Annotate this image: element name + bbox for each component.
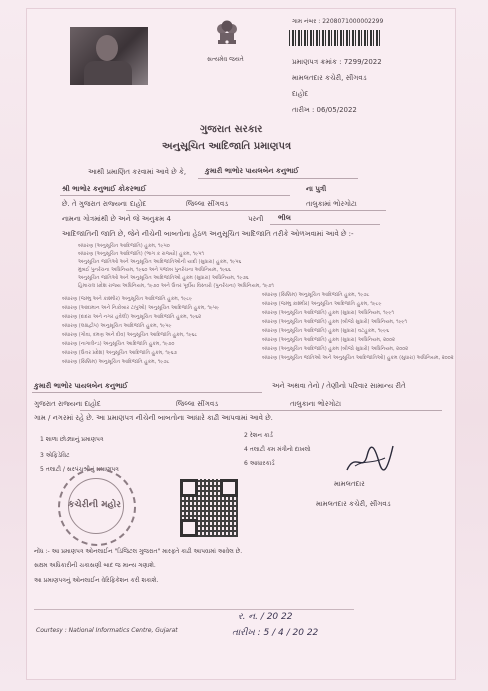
- applicant-photo: [70, 27, 148, 85]
- qr-code: [180, 479, 238, 537]
- name-underline: [198, 178, 358, 179]
- village-label: છે. તે ગુજરાત રાજ્યના: [62, 200, 127, 208]
- residence-underline-2: [80, 410, 442, 411]
- intro-text: આથી પ્રમાણિત કરવામાં આવે છે કે,: [88, 168, 187, 176]
- qr-corner: [220, 479, 238, 497]
- ground-item: 1 શાળા છોડ્યાનું પ્રમાણપત્ર: [40, 436, 104, 443]
- order-right-item: બંધારણ (સિક્કિમ) અનુસૂચિત આદિજાતિ હુકમ, ૧૯૭૮: [262, 292, 370, 298]
- issuer-district: દાહોદ: [292, 90, 309, 98]
- certificate-number: પ્રમાણપત્ર ક્રમાંક : 7299/2022: [292, 58, 382, 66]
- order-left-item: બંધારણ (સિક્કિમ) અનુસૂચિત આદિજાતિ હુકમ, ૧૯૭૮: [62, 359, 170, 365]
- residence-taluka: તાલુકાના ભોરગોટા: [290, 400, 342, 408]
- courtesy-text: Courtesy : National Informatics Centre, Gujarat: [36, 627, 178, 634]
- ground-item: 3 એફિડેવિટ: [40, 452, 70, 459]
- tribe-underline: [270, 224, 380, 225]
- handwritten-date: તારીખ : 5 / 4 / 20 22: [232, 628, 319, 638]
- order-left-item: બંધારણ (નાગાલેન્ડ) અનુસૂચિત આદિજાતિ હુકમ, ૧૯૭૦: [62, 341, 175, 347]
- tribe-name: ભીલ: [278, 214, 291, 222]
- footer-note: આ પ્રમાણપત્રનું ઓનલાઈન વેરિફિકેશન કરી શકાશે.: [34, 577, 159, 584]
- district-name: દાહોદ: [130, 200, 147, 208]
- residence-underline: [32, 392, 262, 393]
- order-right-item: બંધારણ (અનુસૂચિત આદિજાતિ) હુકમ (બીજો સુધારો) અધિનિયમ, ૨૦૦૨: [262, 346, 409, 352]
- order-left-item: બંધારણ (ગોવા, દમણ અને દીવ) અનુસૂચિત આદિજાતિ હુકમ, ૧૯૬૮: [62, 332, 198, 338]
- order-right-item: બંધારણ (અનુસૂચિત આદિજાતિ) હુકમ (સુધારા) વટહુકમ, ૧૯૯૬: [262, 328, 390, 334]
- order-item: અનુસૂચિત જાતિઓ અને અનુસૂચિત આદિજાતિઓ હુકમ (સુધારા) અધિનિયમ, ૧૯૭૬: [78, 275, 249, 281]
- relation: ના પુત્રી: [306, 185, 327, 193]
- signatory-office: મામલતદાર કચેરી, સીંગવડ: [316, 500, 391, 508]
- govt-title: ગુજરાત સરકાર: [200, 124, 263, 135]
- order-right-item: બંધારણ (જમ્મુ કાશ્મીર) અનુસૂચિત આદિજાતિ હુકમ, ૧૯૮૯: [262, 301, 382, 307]
- residence-district: જિલ્લા સીંગવડ: [176, 400, 219, 408]
- order-item: મુંબઈ પુનર્રચના અધિનિયમ, ૧૯૬૦ અને પંજાબ પુનર્રચના અધિનિયમ, ૧૯૬૬: [78, 267, 231, 273]
- seal-text: કચેરીની મહોર: [68, 500, 121, 510]
- order-right-item: બંધારણ (અનુસૂચિત જાતિઓ અને અનુસૂચિત આદિજાતિઓ) હુકમ (સુધારા) અધિનિયમ, ૨૦૦૨: [262, 355, 454, 361]
- order-item: અનુસૂચિત જાતિઓ અને અનુસૂચિત આદિજાતિઓની યાદી (સુધારા) હુકમ, ૧૯૫૬: [78, 259, 242, 265]
- order-left-item: બંધારણ (ઉત્તર પ્રદેશ) અનુસૂચિત આદિજાતિ હુકમ, ૧૯૬૭: [62, 350, 177, 356]
- residence-name: કુમારી ભાભોર પાયલબેન કનુભાઈ: [34, 382, 128, 390]
- footer-note: સક્ષમ અધિકારીની ચકાસણી બાદ જ માન્ય ગણાશે.: [34, 562, 156, 569]
- issuer-office: મામલતદાર કચેરી, સીંગવડ: [292, 74, 367, 82]
- notify-text: આદિજાતિની જાતિ છે, જેને નીચેની બાબતોના હેઠળ અનુસૂચિત આદિજાતિ તરીકે ઓળખવામાં આવે છે :-: [62, 230, 354, 238]
- tribe-label: પરની: [248, 215, 264, 223]
- order-item: બંધારણ (અનુસૂચિત આદિજાતિ) (ભાગ ક રાજ્યો) હુકમ, ૧૯૫૧: [78, 251, 204, 257]
- order-right-item: બંધારણ (અનુસૂચિત આદિજાતિ) હુકમ (સુધારા) અધિનિયમ, ૨૦૦૨: [262, 337, 395, 343]
- photo-shirt: [84, 61, 132, 85]
- officer-signature: [345, 442, 395, 478]
- order-right-item: બંધારણ (અનુસૂચિત આદિજાતિ) હુકમ (બીજો સુધારો) અધિનિયમ, ૧૯૯૧: [262, 319, 407, 325]
- ground-item: 4 તલાટી કમ મંત્રીનો દાખલો: [244, 446, 311, 453]
- top-number: ગામ નંબર : 2208071000002299: [292, 18, 384, 25]
- applicant-name: કુમારી ભાભોર પાયલબેન કનુભાઈ: [205, 167, 299, 175]
- order-item: બંધારણ (અનુસૂચિત આદિજાતિ) હુકમ, ૧૯૫૦: [78, 243, 170, 249]
- residence-state: ગુજરાત રાજ્યના દાહોદ: [34, 400, 101, 408]
- order-right-item: બંધારણ (અનુસૂચિત આદિજાતિ) હુકમ (સુધારા) અધિનિયમ, ૧૯૯૧: [262, 310, 394, 316]
- photo-face: [96, 35, 118, 61]
- footer-note: નોંધ :- આ પ્રમાણપત્ર ઓનલાઈન "ડિજિટલ ગુજરાત" મારફતે કાઢી આપવામાં આવેલ છે.: [34, 548, 243, 555]
- national-emblem-icon: [212, 16, 242, 52]
- qr-corner: [180, 519, 198, 537]
- handwritten-number: ર. ન. / 20 22: [238, 612, 293, 622]
- certificate-title: અનુસૂચિત આદિજાતિ પ્રમાણપત્ર: [162, 141, 292, 152]
- parent-name: શ્રી ભાભોર કનુભાઈ કોકરભાઈ: [62, 185, 147, 193]
- order-left-item: બંધારણ (દાદરા અને નગર હવેલી) અનુસૂચિત આદિજાતિ હુકમ, ૧૯૬૨: [62, 314, 202, 320]
- ground-item: 5 તલાટી / સરપંચશ્રીનું પ્રમાણપત્ર: [40, 466, 119, 473]
- qr-corner: [180, 479, 198, 497]
- parent-underline: [60, 195, 290, 196]
- location-underline: [126, 210, 386, 211]
- order-left-item: બંધારણ (આંદામાન અને નિકોબાર ટાપુઓ) અનુસૂચિત આદિજાતિ હુકમ, ૧૯૫૯: [62, 305, 220, 311]
- residence-line2: ગામ / નગરમાં રહે છે. આ પ્રમાણપત્ર નીચેની બાબતોના આધારે કાઢી આપવામાં આવે છે.: [34, 414, 273, 422]
- emblem-caption: સત્યમેવ જયતે: [207, 56, 244, 63]
- signatory-title: મામલતદાર: [334, 480, 365, 488]
- order-left-item: બંધારણ (લક્ષદ્વીપ) અનુસૂચિત આદિજાતિ હુકમ, ૧૯૫૯: [62, 323, 172, 329]
- issue-date: તારીખ : 06/05/2022: [292, 106, 357, 114]
- residence-tail: અને અથવા તેનો / તેણીનો પરિવાર સામાન્ય રીતે: [272, 382, 406, 390]
- order-left-item: બંધારણ (જમ્મુ અને કાશ્મીર) અનુસૂચિત આદિજાતિ હુકમ, ૧૯૮૯: [62, 296, 193, 302]
- district-label: જિલ્લા સીંગવડ: [186, 200, 229, 208]
- taluka-label: તાલુકામાં ભોરગોટા: [306, 200, 357, 208]
- ground-item: 2 રેશન કાર્ડ: [244, 432, 273, 439]
- ground-item: 6 આધારકાર્ડ: [244, 460, 275, 467]
- barcode: [289, 30, 381, 46]
- order-item: હિમાચલ પ્રદેશ રાજ્ય અધિનિયમ, ૧૯૭૦ અને ઉત્તર પૂર્વીય વિસ્તારો (પુનર્રચના) અધિનિયમ, ૧૯૭૧: [78, 283, 274, 289]
- serial-line: નામના ગોત્રમાંથી છે અને જે અનુક્રમ 4: [62, 215, 171, 223]
